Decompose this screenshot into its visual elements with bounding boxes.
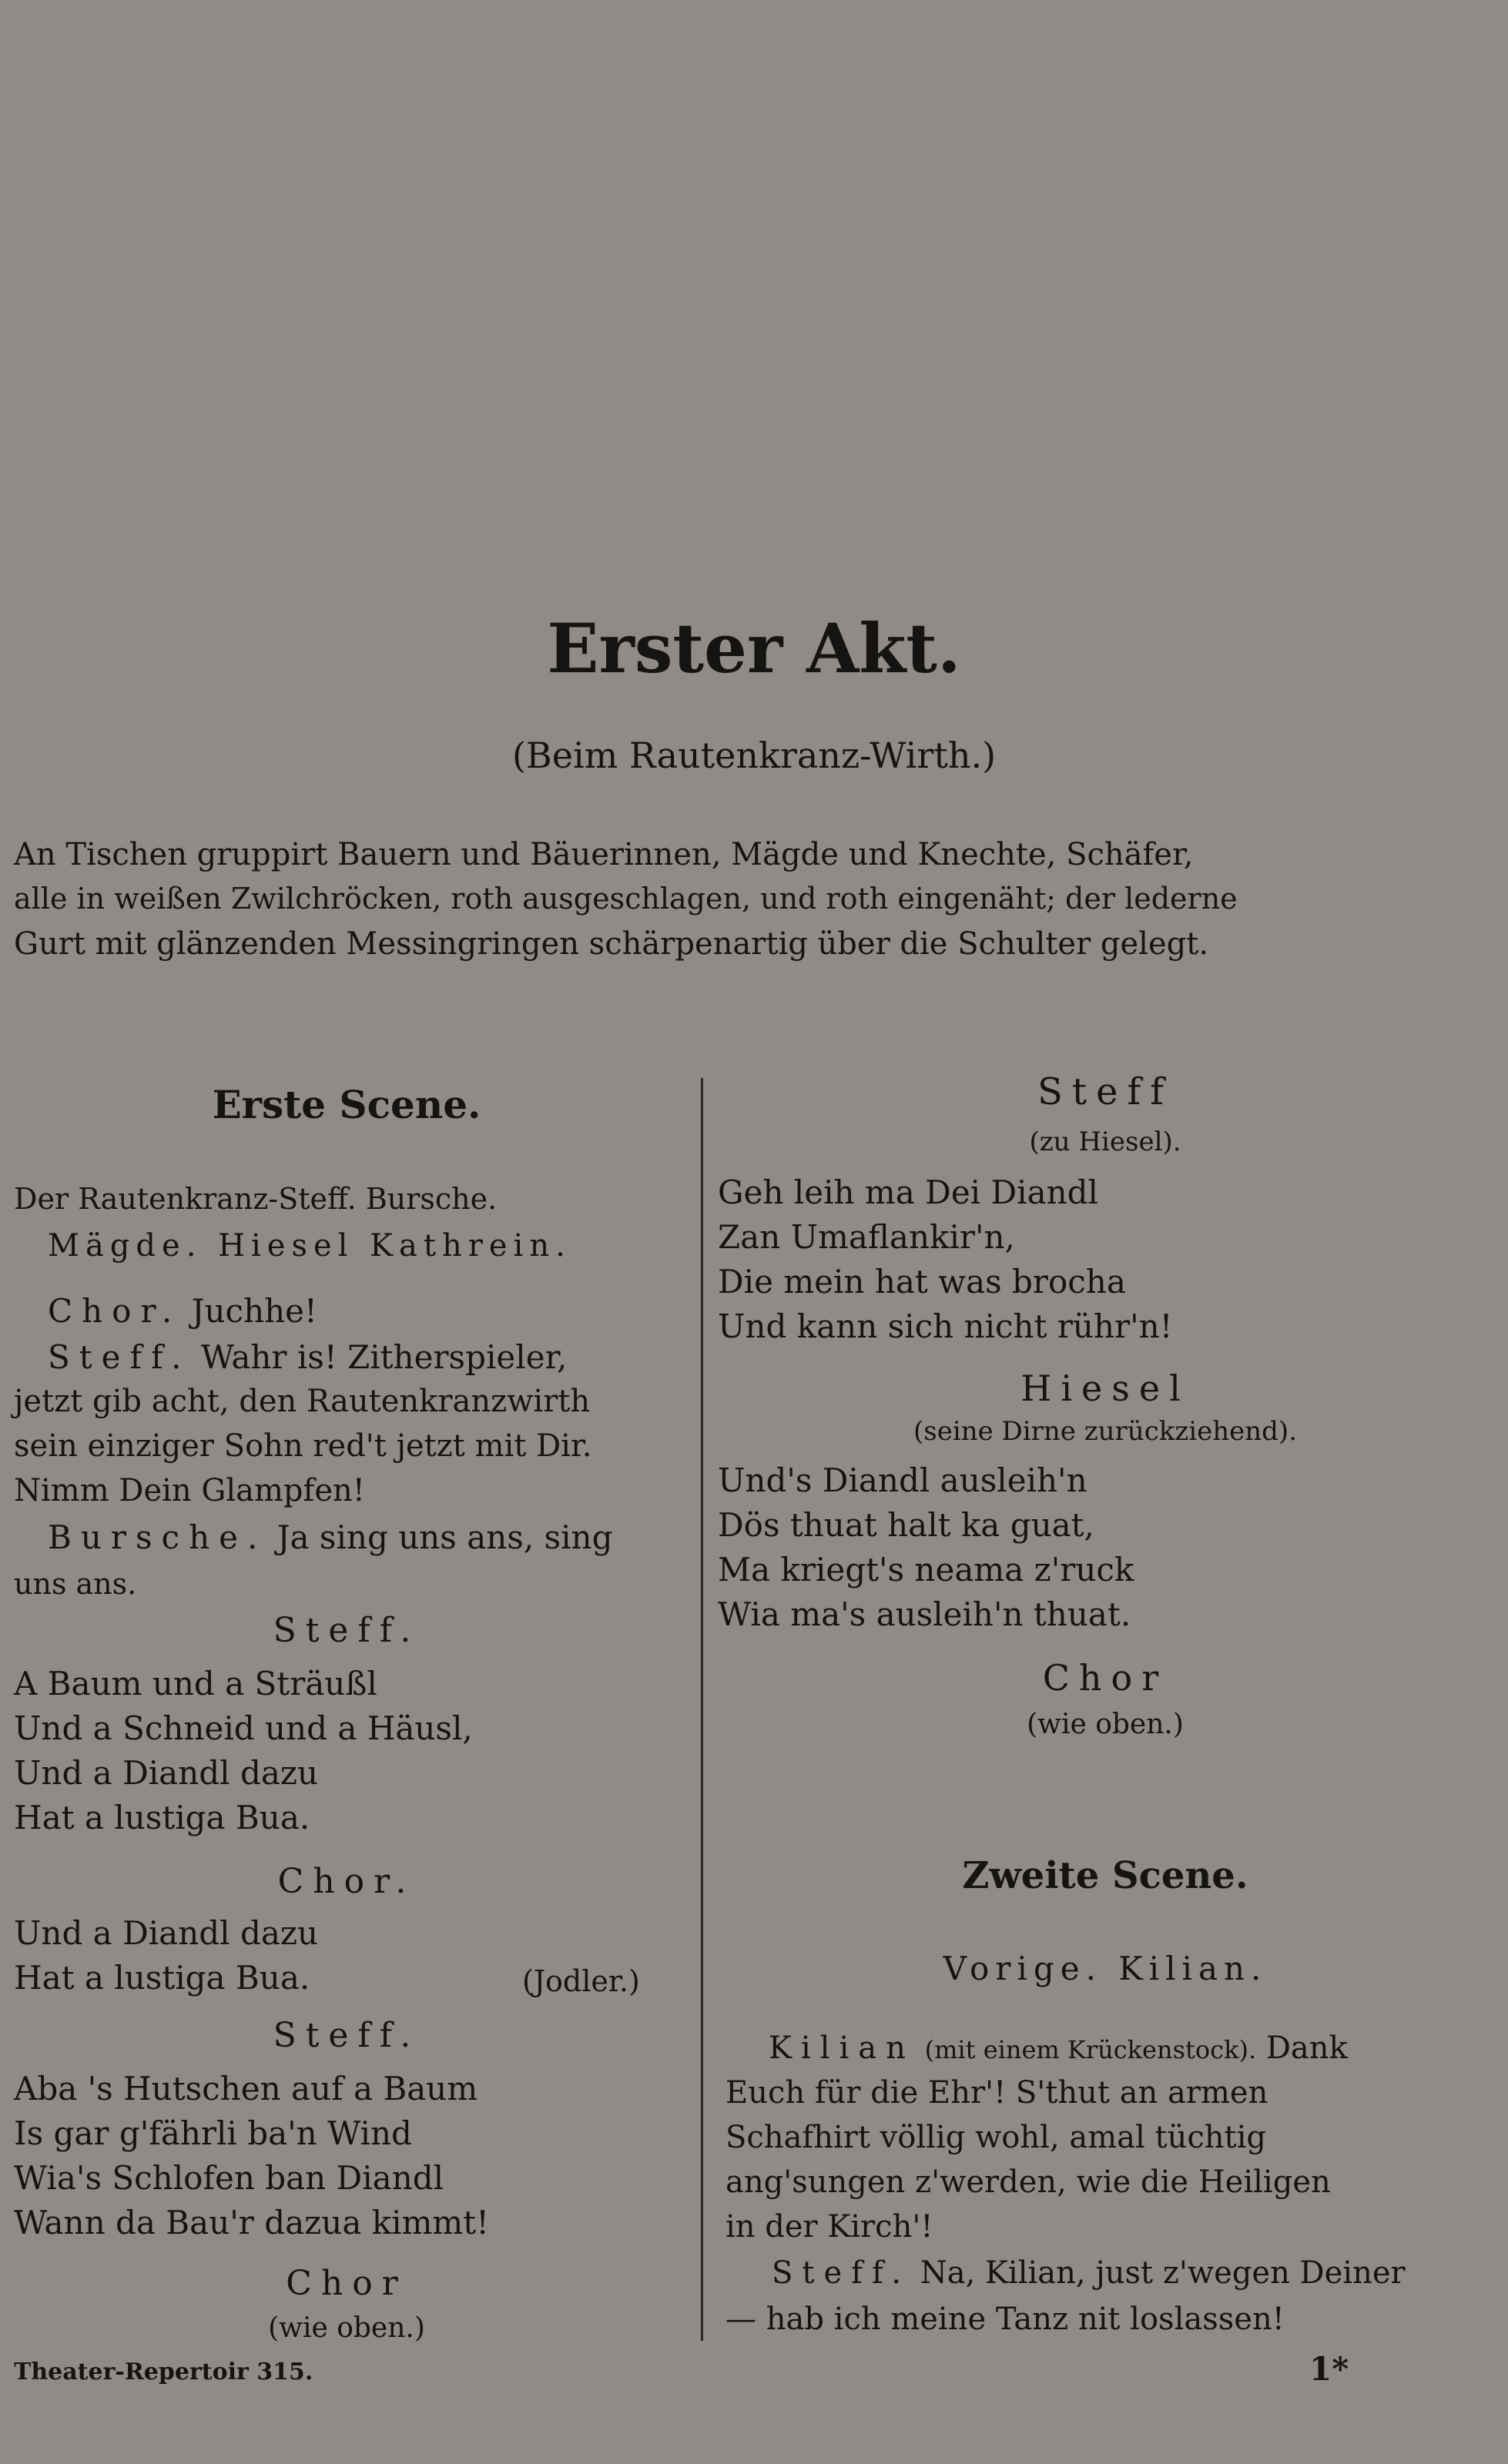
speech-line: ang'sungen z'werden, wie die Heiligen [726, 2164, 1331, 2200]
speaker-name: Steff. [772, 2255, 911, 2291]
verse-line: Und's Diandl ausleih'n [718, 1461, 1087, 1499]
speech-text: Na, Kilian, just z'wegen Deiner [920, 2255, 1406, 2291]
speaker-name: Kilian [769, 2030, 915, 2066]
stage-direction: (mit einem Krückenstock). [924, 2035, 1257, 2064]
scene-title: Zweite Scene. [962, 1854, 1248, 1897]
speech-line [48, 1338, 568, 1376]
speaker-name: Chor. [48, 1292, 182, 1330]
intro-line: Gurt mit glänzenden Messingringen schärpenartig über die Schulter gelegt. [14, 926, 1209, 962]
stage-direction: (zu Hiesel). [1029, 1127, 1181, 1157]
persons-list: Der Rautenkranz-Steff. Bursche. [14, 1182, 498, 1216]
stage-direction: (wie oben.) [1027, 1709, 1184, 1740]
page-number: 1* [1309, 2350, 1349, 2388]
verse-line: Und kann sich nicht rühr'n! [718, 1307, 1173, 1345]
verse-line: Geh leih ma Dei Diandl [718, 1173, 1098, 1211]
speaker-heading: Steff. [273, 1611, 421, 1650]
speech-text: Ja sing uns ans, sing [276, 1518, 613, 1556]
verse-line: Und a Diandl dazu [14, 1914, 319, 1952]
verse-line: Wia's Schlofen ban Diandl [14, 2159, 444, 2197]
act-title: Erster Akt. [547, 608, 961, 688]
stage-direction: (Jodler.) [522, 1964, 640, 1998]
verse-line: Die mein hat was brocha [718, 1263, 1126, 1301]
speech-line [772, 2255, 1406, 2291]
verse-line: Wann da Bau'r dazua kimmt! [14, 2204, 489, 2241]
speech-line: jetzt gib acht, den Rautenkranzwirth [14, 1384, 591, 1419]
persons-list: Mägde. Hiesel Kathrein. [48, 1228, 571, 1264]
speaker-heading: Hiesel [1020, 1368, 1190, 1409]
verse-line: Aba 's Hutschen auf a Baum [14, 2070, 478, 2107]
speech-text: Dank [1265, 2030, 1348, 2066]
speech-line: sein einziger Sohn red't jetzt mit Dir. [14, 1428, 592, 1464]
speech-line [48, 1292, 317, 1330]
setting-note: (Beim Rautenkranz-Wirth.) [511, 735, 997, 776]
speech-line: — hab ich meine Tanz nit loslassen! [726, 2302, 1285, 2337]
scene-title: Erste Scene. [212, 1082, 481, 1127]
speech-line: Schafhirt völlig wohl, amal tüchtig [726, 2120, 1266, 2155]
speaker-heading: Chor [1042, 1657, 1168, 1699]
verse-line: Zan Umaflankir'n, [718, 1218, 1015, 1256]
column-divider [701, 1078, 703, 2341]
verse-line: Wia ma's ausleih'n thuat. [718, 1595, 1131, 1633]
speech-line [48, 1518, 613, 1556]
verse-line: A Baum und a Sträußl [14, 1665, 377, 1702]
speaker-heading: Chor [286, 2264, 407, 2303]
verse-line: Ma kriegt's neama z'ruck [718, 1551, 1134, 1589]
speech-line: Nimm Dein Glampfen! [14, 1473, 365, 1508]
stage-direction: (wie oben.) [268, 2312, 425, 2344]
speech-line [769, 2030, 1348, 2066]
verse-line: Und a Schneid und a Häusl, [14, 1709, 473, 1747]
speech-text: Juchhe! [191, 1292, 317, 1330]
verse-line: Hat a lustiga Bua. [14, 1799, 310, 1836]
speech-line: in der Kirch'! [726, 2209, 933, 2245]
speaker-heading: Chor. [277, 1862, 416, 1901]
speaker-name: Bursche. [48, 1518, 267, 1556]
stage-direction: (seine Dirne zurückziehend). [913, 1416, 1297, 1447]
speech-text: Wahr is! Zitherspieler, [200, 1338, 568, 1376]
verse-line: Is gar g'fährli ba'n Wind [14, 2114, 412, 2152]
speaker-name: Steff. [48, 1338, 191, 1376]
verse-line: Hat a lustiga Bua. [14, 1959, 310, 1997]
persons-list: Vorige. Kilian. [943, 1950, 1268, 1987]
verse-line: Und a Diandl dazu [14, 1754, 319, 1792]
speaker-heading: Steff [1037, 1070, 1174, 1113]
intro-line: alle in weißen Zwilchröcken, roth ausgeschlagen, und roth eingenäht; der lederne [14, 882, 1238, 916]
speech-line: uns ans. [14, 1567, 137, 1601]
verse-line: Dös thuat halt ka guat, [718, 1506, 1094, 1544]
intro-line: An Tischen gruppirt Bauern und Bäuerinnen, Mägde und Knechte, Schäfer, [14, 837, 1194, 872]
footer-signature: Theater-Repertoir 315. [14, 2359, 313, 2385]
speech-line: Euch für die Ehr'! S'thut an armen [726, 2075, 1268, 2111]
speaker-heading: Steff. [273, 2016, 421, 2055]
